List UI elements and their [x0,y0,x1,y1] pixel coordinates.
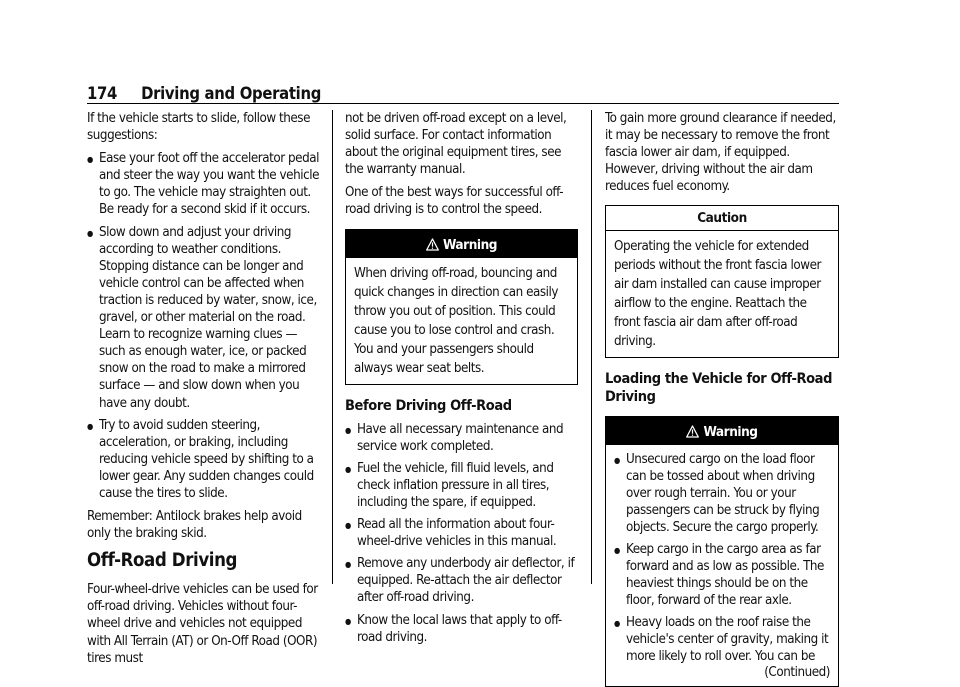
before-offroad-list [345,421,578,646]
cargo-warning-list [614,451,830,665]
warning-body [606,445,838,686]
section-title: Driving and Operating [141,84,322,103]
caution-text: Operating the vehicle for extended periods without the front fascia lower air dam installed can cause improper airflow to the engine. Reattach the front fascia air dam after off-road driving. [614,239,821,350]
warning-header [606,417,838,445]
loading-vehicle-heading: Loading the Vehicle for Off-Road Driving [605,371,833,406]
list-item: ● Fuel the vehicle, fill fluid levels, and check inflation pressure in all tires, including the spare, if equipped. [345,460,578,511]
before-offroad-heading: Before Driving Off-Road [345,397,512,414]
ground-clearance-note: To gain more ground clearance if needed, it may be necessary to remove the front fascia lower air dam, if equipped. However, driving without the air dam reduces fuel economy. [605,111,836,195]
page-number: 174 [87,84,118,103]
antilock-note: Remember: Antilock brakes help avoid only the braking skid. [87,509,302,542]
header-divider [87,103,839,104]
column-2 [345,110,578,652]
column-divider [332,110,333,584]
page-header [87,84,839,104]
column-3 [605,110,839,687]
warning-header [346,230,577,258]
warning-triangle-icon [686,425,699,438]
slide-suggestions-list [87,150,319,502]
offroad-intro: Four-wheel-drive vehicles can be used for off-road driving. Vehicles without four-wheel drive and vehicles not equipped with All Terrain (AT) or On-Off Road (OOR) tires must [87,582,318,666]
warning-box-cargo [605,416,839,687]
warning-triangle-icon [426,238,439,251]
warning-text: When driving off-road, bouncing and quick changes in direction can easily throw you out of position. This could cause you to lose control and crash. You and your passengers should always wear seat belts. [354,265,559,376]
list-item: ● Keep cargo in the cargo area as far forward and as low as possible. The heaviest things should be on the floor, forward of the rear axle. [614,541,830,609]
slide-intro: If the vehicle starts to slide, follow these suggestions: [87,111,310,144]
offroad-driving-heading: Off-Road Driving [87,550,238,572]
warning-title: Warning [442,236,498,253]
list-item: ● Slow down and adjust your driving according to weather conditions. Stopping distance can be longer and vehicle control can be affected when traction is reduced by water, snow, ice, gravel, or other material on the road. Learn to recognize warning clues — such as enough water, ice, or packed snow on the road to make a mirrored surface — and slow down when you have any doubt. [87,224,319,412]
caution-title: Caution [606,206,838,231]
column-1 [87,110,319,673]
list-item: ● Heavy loads on the roof raise the vehicle's center of gravity, making it more likely to roll over. You can be [614,614,830,665]
offroad-continued: not be driven off-road except on a level, solid surface. For contact information about the original equipment tires, see the warranty manual. [345,111,567,178]
column-divider [591,110,592,584]
warning-box-seat-belts [345,229,578,385]
list-item: ● Unsecured cargo on the load floor can be tossed about when driving over rough terrain. You or your passengers can be struck by flying objects. Secure the cargo properly. [614,451,830,536]
list-item: ● Try to avoid sudden steering, acceleration, or braking, including reducing vehicle speed by shifting to a lower gear. Any sudden changes could cause the tires to slide. [87,417,319,502]
list-item: ● Read all the information about four-wheel-drive vehicles in this manual. [345,516,578,550]
continued-label: (Continued) [764,665,830,681]
list-item: ● Know the local laws that apply to off-road driving. [345,612,578,646]
speed-control-note: One of the best ways for successful off-road driving is to control the speed. [345,185,564,218]
warning-title: Warning [703,424,758,441]
list-item: ● Ease your foot off the accelerator pedal and steer the way you want the vehicle to go. The vehicle may straighten out. Be ready for a second skid if it occurs. [87,150,319,218]
list-item: ● Remove any underbody air deflector, if equipped. Re-attach the air deflector after off-road driving. [345,555,578,606]
caution-box-air-dam [605,205,839,358]
list-item: ● Have all necessary maintenance and service work completed. [345,421,578,455]
